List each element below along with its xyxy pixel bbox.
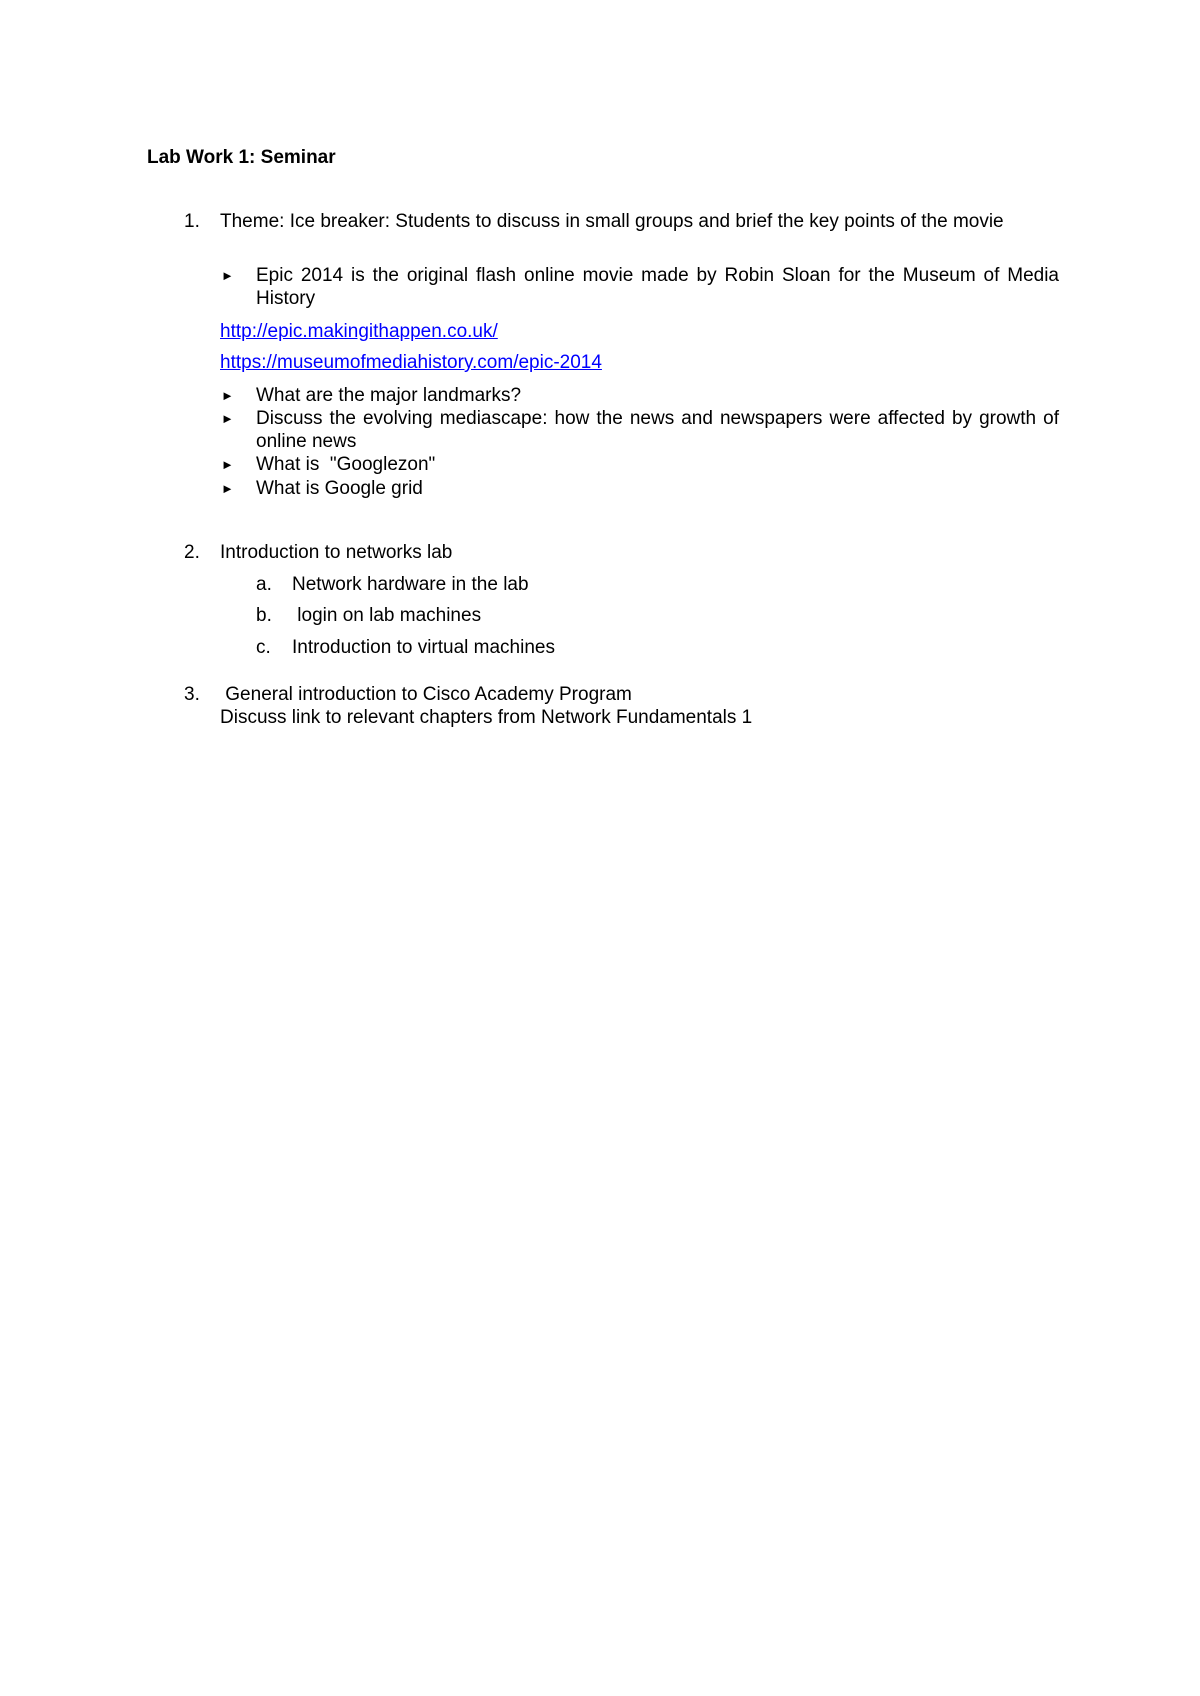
list-number-2: 2. — [184, 542, 200, 563]
bullet-arrow-icon: ► — [221, 268, 234, 283]
subitem-virtual-machines: Introduction to virtual machines — [292, 637, 555, 658]
item-3-text: General introduction to Cisco Academy Program — [220, 684, 632, 705]
sublist-letter-b: b. — [256, 605, 272, 626]
list-number-1: 1. — [184, 211, 200, 232]
bullet-arrow-icon: ► — [221, 411, 234, 426]
question-mediascape: Discuss the evolving mediascape: how the news and newspapers were affected by growth of online news — [256, 408, 1059, 452]
item-1-theme-text: Theme: Ice breaker: Students to discuss in small groups and brief the key points of the movie — [220, 211, 1004, 232]
question-googlezon: What is "Googlezon" — [256, 454, 436, 475]
item-3-subtext: Discuss link to relevant chapters from Network Fundamentals 1 — [220, 707, 753, 728]
bullet-arrow-icon: ► — [221, 457, 234, 472]
subitem-network-hardware: Network hardware in the lab — [292, 574, 529, 595]
item-2-text: Introduction to networks lab — [220, 542, 453, 563]
page-title: Lab Work 1: Seminar — [147, 147, 336, 168]
bullet-arrow-icon: ► — [221, 481, 234, 496]
epic-description: Epic 2014 is the original flash online movie made by Robin Sloan for the Museum of Media History — [256, 265, 1059, 309]
subitem-login: login on lab machines — [292, 605, 482, 626]
question-google-grid: What is Google grid — [256, 478, 423, 499]
list-number-3: 3. — [184, 684, 200, 705]
link-epic-makingithappen[interactable]: http://epic.makingithappen.co.uk/ — [220, 321, 498, 342]
sublist-letter-c: c. — [256, 637, 271, 658]
link-museum-epic-2014[interactable]: https://museumofmediahistory.com/epic-2014 — [220, 352, 602, 373]
bullet-arrow-icon: ► — [221, 388, 234, 403]
sublist-letter-a: a. — [256, 574, 272, 595]
question-landmarks: What are the major landmarks? — [256, 385, 522, 406]
